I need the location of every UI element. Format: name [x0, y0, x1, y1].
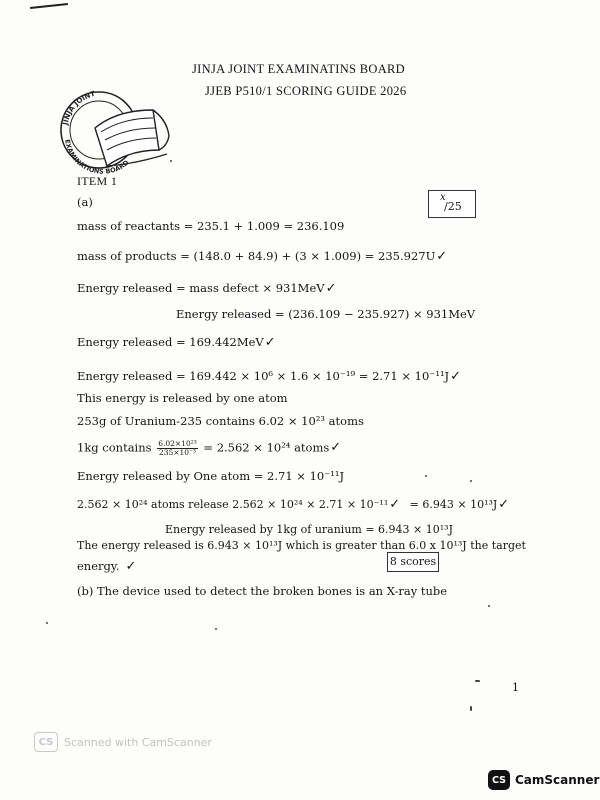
check-icon: ✓ [389, 497, 401, 512]
scan-speck [215, 628, 217, 630]
scan-speck [46, 622, 48, 624]
one-atom-energy-line: Energy released by One atom = 2.71 × 10⁻¹¹J [77, 469, 345, 483]
part-score-box: 8 scores [387, 552, 439, 572]
energy-substitution-line: Energy released = (236.109 − 235.927) × 931MeV [176, 307, 476, 321]
energy-joule-line: Energy released = 169.442 × 10⁶ × 1.6 × 10⁻¹⁹ = 2.71 × 10⁻¹¹J✓ [77, 369, 462, 384]
pen-scratch-mark [30, 3, 68, 9]
part-b-line: (b) The device used to detect the broken bones is an X-ray tube [77, 584, 448, 598]
part-a-label: (a) [77, 195, 93, 209]
camscanner-brand-text: CamScanner [515, 773, 600, 787]
item-title: ITEM 1 [77, 174, 118, 188]
atoms-release-line: 2.562 × 10²⁴ atoms release 2.562 × 10²⁴ × 2.71 × 10⁻¹¹✓ = 6.943 × 10¹³J✓ [77, 497, 510, 512]
guide-title: JJEB P510/1 SCORING GUIDE 2026 [205, 84, 407, 98]
svg-text:JINJA JOINT [61, 90, 96, 127]
check-icon: ✓ [498, 497, 510, 512]
camscanner-watermark-icon: CS [34, 732, 58, 752]
camscanner-watermark [34, 732, 212, 752]
seal-text-top: JINJA JOINT [61, 89, 96, 126]
comparison-line: The energy released is 6.943 × 10¹³J which is greater than 6.0 x 10¹³J the target [77, 539, 526, 552]
page-number: 1 [512, 681, 519, 694]
score-denominator: /25 [444, 200, 462, 213]
reactants-line: mass of reactants = 235.1 + 1.009 = 236.109 [77, 219, 345, 233]
check-icon: ✓ [450, 369, 462, 384]
one-atom-line: This energy is released by one atom [77, 391, 288, 405]
per-kg-line: Energy released by 1kg of uranium = 6.943 × 10¹³J [165, 523, 453, 536]
scan-speck [470, 706, 472, 711]
atoms-fraction: $\frac{\text{6.02×10²³}}{\text{235×10⁻³}}$ [158, 439, 197, 457]
scan-speck [170, 160, 172, 162]
scan-speck [425, 475, 427, 477]
check-icon: ✓ [125, 559, 137, 574]
energy-word-line: energy. ✓ [77, 559, 137, 574]
camscanner-brand [488, 770, 599, 790]
scan-speck [470, 480, 472, 482]
board-seal-logo [55, 80, 180, 175]
board-title: JINJA JOINT EXAMINATINS BOARD [192, 62, 405, 76]
energy-mev-line: Energy released = 169.442MeV✓ [77, 335, 276, 350]
camscanner-watermark-text: Scanned with CamScanner [64, 735, 212, 749]
check-icon: ✓ [330, 440, 342, 456]
score-numerator: x [440, 192, 446, 203]
uranium-atoms-line: 253g of Uranium-235 contains 6.02 × 10²³ atoms [77, 414, 364, 428]
camscanner-logo-icon: CS [488, 770, 510, 790]
kg-atoms-line: 1kg contains $\frac{\text{6.02×10²³}}{\text{235×10⁻³}}$ = 2.562 × 10²⁴ atoms✓ [77, 439, 342, 457]
check-icon: ✓ [325, 281, 337, 296]
check-icon: ✓ [436, 249, 448, 264]
total-score-box [428, 190, 476, 218]
seal-text-bottom: EXAMINATIONS BOARD [63, 138, 131, 175]
scan-speck [475, 680, 480, 682]
scan-speck [488, 605, 490, 607]
check-icon: ✓ [264, 335, 276, 350]
energy-formula-line: Energy released = mass defect × 931MeV✓ [77, 281, 337, 296]
products-line: mass of products = (148.0 + 84.9) + (3 × 1.009) = 235.927U✓ [77, 249, 448, 264]
